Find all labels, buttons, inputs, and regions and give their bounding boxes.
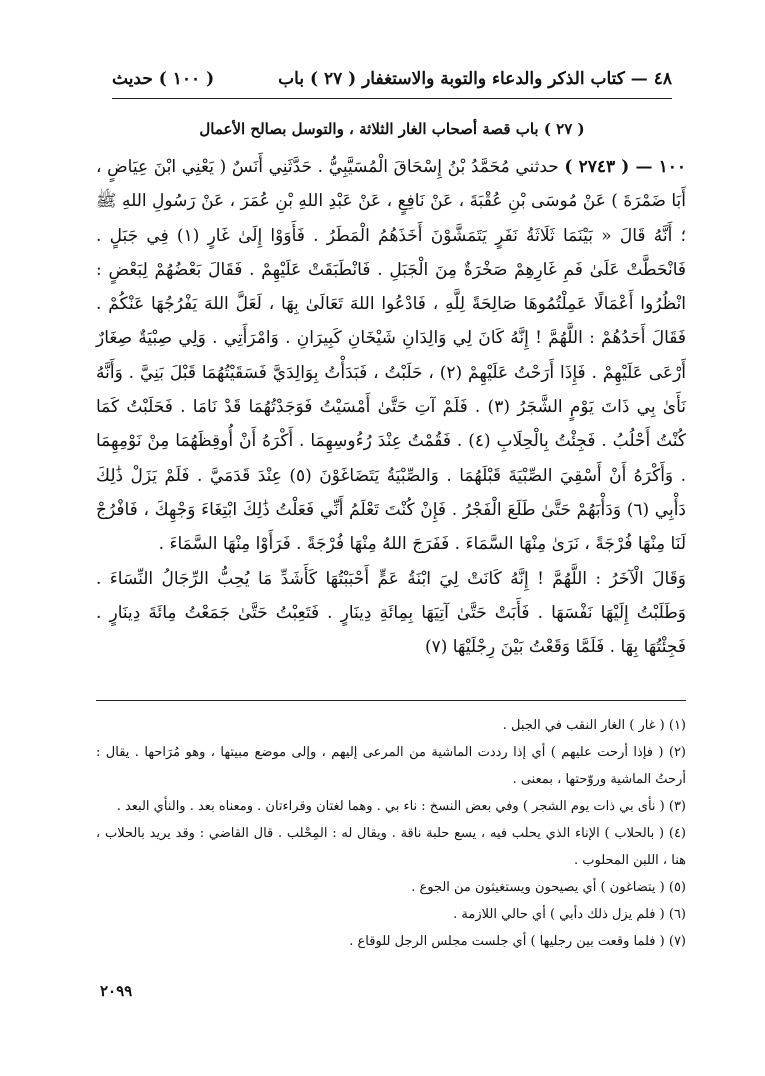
header-hadith-number: ( ١٠٠ ) حديث (112, 69, 215, 89)
footnote-7: (٧) ( فلما وقعت بين رجليها ) أي جلست مجلس الرجل للوقاع . (349, 934, 686, 949)
hadith-paragraph-2: وَقَالَ الْآخَرُ : اللَّهُمَّ ! إِنَّهُ كَانَتْ لِيَ ابْنَةُ عَمٍّ أَحْبَبْتُهَا كَأَشَدِّ مَا يُحِبُّ الرِّجَالُ النِّسَاءَ . وَطَلَبْتُ إِلَيْهَا نَفْسَهَا . فَأَبَتْ حَتَّىٰ آتِيَهَا بِمِائَةِ دِينَارٍ . فَتَعِبْتُ حَتَّىٰ جَمَعْتُ مِائَةَ دِينَارٍ . فَجِئْتُهَا بِهَا . فَلَمَّا وَقَعْتُ بَيْنَ رِجْلَيْهَا (٧) (96, 568, 686, 658)
chapter-title: ( ٢٧ ) باب قصة أصحاب الغار الثلاثة ، والتوسل بصالح الأعمال (199, 120, 585, 138)
hadith-paragraph-1 (96, 150, 686, 562)
footnote-6: (٦) ( فلم يزل ذلك دأبي ) أي حالي اللازمة . (453, 907, 686, 922)
hadith-number: ١٠٠ — ( ٢٧٤٣ ) (564, 157, 686, 177)
footnotes (96, 712, 686, 955)
footnote-4: (٤) ( بالحلاب ) الإناء الذي يحلب فيه ، يسع حلبة ناقة . ويقال له : المِحْلب . قال القاضي : وقد يريد بالحلاب ، هنا ، اللبن المحلوب . (96, 826, 686, 868)
header-divider (112, 98, 672, 99)
footnote-3: (٣) ( نأى بي ذات يوم الشجر ) وفي بعض النسخ : ناء بي . وهما لغتان وقراءتان . ومعناه بعد . والنأي البعد . (116, 799, 686, 814)
footnote-2: (٢) ( فإذا أرحت عليهم ) أي إذا رددت الماشية من المرعى إليهم ، وإلى موضع مبيتها ، وهو مُرَاحها . يقال : أرحتُ الماشية وروّحتها ، بمعنى . (96, 745, 686, 787)
footnote-divider (96, 700, 686, 701)
hadith-text (96, 150, 686, 664)
footnote-1: (١) ( غار ) الغار النقب في الجبل . (502, 718, 686, 733)
footnote-5: (٥) ( يتضاغون ) أي يصيحون ويستغيثون من الجوع . (411, 880, 686, 895)
page-number: ٢٠٩٩ (100, 982, 133, 1000)
header-book-chapter: ٤٨ — كتاب الذكر والدعاء والتوبة والاستغفار ( ٢٧ ) باب (278, 69, 672, 89)
running-header (112, 64, 672, 94)
hadith-paragraph-1-text: حدثني مُحَمَّدُ بْنُ إِسْحَاقَ الْمُسَيَّبِيُّ . حَدَّثَنِي أَنَسٌ ( يَعْنِي ابْنَ عِيَاضٍ ، أَبَا ضَمْرَةَ ) عَنْ مُوسَى بْنِ عُقْبَةَ ، عَنْ نَافِعٍ ، عَنْ عَبْدِ اللهِ بْنِ عُمَرَ ، عَنْ رَسُولِ اللهِ ﷺ ؛ أَنَّهُ قَالَ « بَيْنَمَا ثَلَاثَةُ نَفَرٍ يَتَمَشَّوْنَ أَخَذَهُمُ الْمَطَرُ . فَأَوَوْا إِلَىٰ غَارٍ (١) فِي جَبَلٍ . فَانْحَطَّتْ عَلَىٰ فَمِ غَارِهِمْ صَخْرَةٌ مِنَ الْجَبَلِ . فَانْطَبَقَتْ عَلَيْهِمْ . فَقَالَ بَعْضُهُمْ لِبَعْضٍ : انْظُرُوا أَعْمَالًا عَمِلْتُمُوهَا صَالِحَةً لِلَّهِ ، فَادْعُوا اللهَ تَعَالَىٰ بِهَا ، لَعَلَّ اللهَ يَفْرُجُهَا عَنْكُمْ . فَقَالَ أَحَدُهُمْ : اللَّهُمَّ ! إِنَّهُ كَانَ لِي وَالِدَانِ شَيْخَانِ كَبِيرَانِ . وَامْرَأَتِي . وَلِي صِبْيَةٌ صِغَارٌ أَرْعَى عَلَيْهِمْ . فَإِذَا أَرَحْتُ عَلَيْهِمْ (٢) ، حَلَبْتُ ، فَبَدَأْتُ بِوَالِدَيَّ فَسَقَيْتُهُمَا قَبْلَ بَنِيَّ . وَأَنَّهُ نَأَىٰ بِي ذَاتَ يَوْمٍ الشَّجَرُ (٣) . فَلَمْ آتِ حَتَّىٰ أَمْسَيْتُ فَوَجَدْتُهُمَا قَدْ نَامَا . فَحَلَبْتُ كَمَا كُنْتُ أَحْلُبُ . فَجِئْتُ بِالْحِلَابِ (٤) . فَقُمْتُ عِنْدَ رُءُوسِهِمَا . أَكْرَهُ أَنْ أُوقِظَهُمَا مِنْ نَوْمِهِمَا . وَأَكْرَهُ أَنْ أَسْقِيَ الصِّبْيَةَ قَبْلَهُمَا . وَالصِّبْيَةُ يَتَضَاغَوْنَ (٥) عِنْدَ قَدَمَيَّ . فَلَمْ يَزَلْ ذَٰلِكَ دَأْبِي (٦) وَدَأْبَهُمْ حَتَّىٰ طَلَعَ الْفَجْرُ . فَإِنْ كُنْتَ تَعْلَمُ أَنِّي فَعَلْتُ ذَٰلِكَ ابْتِغَاءَ وَجْهِكَ ، فَافْرُجْ لَنَا مِنْهَا فُرْجَةً ، نَرَىٰ مِنْهَا السَّمَاءَ . فَفَرَجَ اللهُ مِنْهَا فُرْجَةً . فَرَأَوْا مِنْهَا السَّمَاءَ . (96, 157, 687, 555)
